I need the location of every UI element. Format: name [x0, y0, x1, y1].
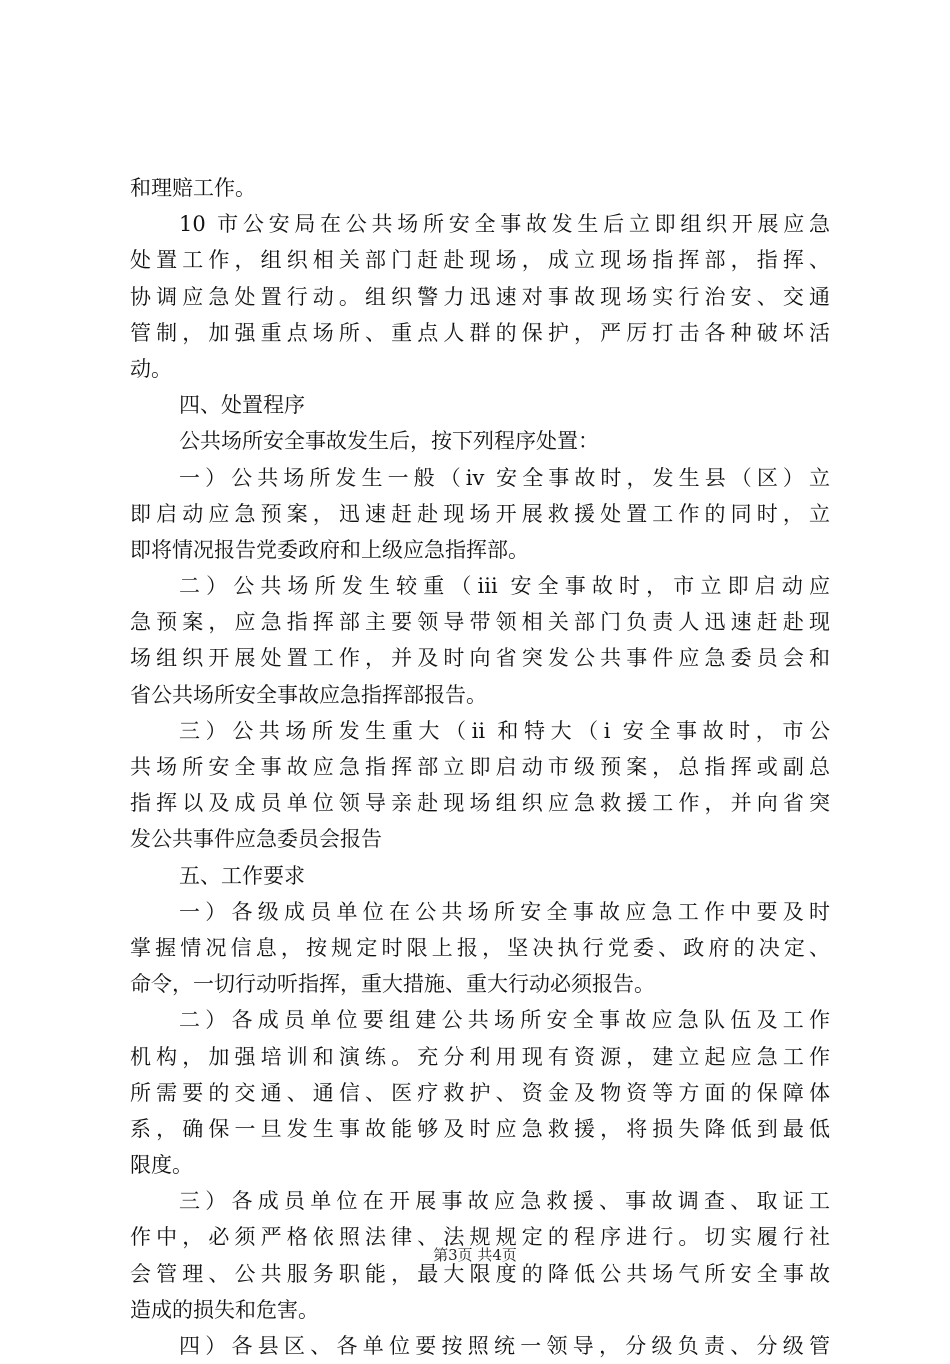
text-line: 一）公共场所发生一般（iv 安全事故时，发生县（区）立	[179, 465, 830, 490]
text-line: 限度。	[130, 1153, 193, 1178]
text-line: 作中，必须严格依照法律、法规规定的程序进行。切实履行社	[130, 1225, 830, 1250]
text-line: 所需要的交通、通信、医疗救护、资金及物资等方面的保障体	[130, 1080, 830, 1105]
text-line: 五、工作要求	[179, 863, 305, 888]
text-line: 系，确保一旦发生事故能够及时应急救援，将损失降低到最低	[130, 1116, 830, 1141]
text-line: 二）公共场所发生较重（iii 安全事故时，市立即启动应	[179, 574, 830, 599]
text-line: 10 市公安局在公共场所安全事故发生后立即组织开展应急	[179, 212, 830, 237]
text-line: 协调应急处置行动。组织警力迅速对事故现场实行治安、交通	[130, 284, 830, 309]
text-line: 省公共场所安全事故应急指挥部报告。	[130, 682, 487, 707]
text-line: 指挥以及成员单位领导亲赴现场组织应急救援工作，并向省突	[130, 791, 830, 816]
text-line: 动。	[130, 356, 172, 381]
text-line: 机构，加强培训和演练。充分利用现有资源，建立起应急工作	[130, 1044, 830, 1069]
text-line: 公共场所安全事故发生后，按下列程序处置：	[179, 429, 599, 454]
text-line: 三）各成员单位在开展事故应急救援、事故调查、取证工	[179, 1189, 830, 1214]
text-line: 掌握情况信息，按规定时限上报，坚决执行党委、政府的决定、	[130, 935, 830, 960]
text-line: 二）各成员单位要组建公共场所安全事故应急队伍及工作	[179, 1008, 830, 1033]
text-line: 管制，加强重点场所、重点人群的保护，严厉打击各种破坏活	[130, 320, 830, 345]
text-line: 造成的损失和危害。	[130, 1297, 319, 1322]
document-body	[130, 170, 830, 1364]
page-footer: 第3页 共4页	[433, 1246, 517, 1264]
text-line: 和理赔工作。	[130, 176, 256, 200]
text-line: 一）各级成员单位在公共场所安全事故应急工作中要及时	[179, 899, 830, 924]
text-line: 即将情况报告党委政府和上级应急指挥部。	[130, 537, 529, 562]
text-line: 即启动应急预案，迅速赶赴现场开展救援处置工作的同时，立	[130, 501, 830, 526]
text-line: 场组织开展处置工作，并及时向省突发公共事件应急委员会和	[130, 646, 830, 671]
text-line: 急预案，应急指挥部主要领导带领相关部门负责人迅速赶赴现	[130, 610, 830, 635]
text-line: 发公共事件应急委员会报告	[130, 827, 382, 852]
text-line: 四、处置程序	[179, 393, 305, 418]
text-line: 共场所安全事故应急指挥部立即启动市级预案，总指挥或副总	[130, 755, 830, 779]
text-line: 三）公共场所发生重大（ii 和特大（i 安全事故时，市公	[179, 718, 830, 743]
text-line: 四）各县区、各单位要按照统一领导，分级负责、分级管	[179, 1334, 830, 1358]
text-line: 会管理、公共服务职能，最大限度的降低公共场气所安全事故	[130, 1261, 830, 1286]
text-line: 命令，一切行动听指挥，重大措施、重大行动必须报告。	[130, 972, 655, 997]
text-line: 处置工作，组织相关部门赶赴现场，成立现场指挥部，指挥、	[130, 248, 830, 273]
